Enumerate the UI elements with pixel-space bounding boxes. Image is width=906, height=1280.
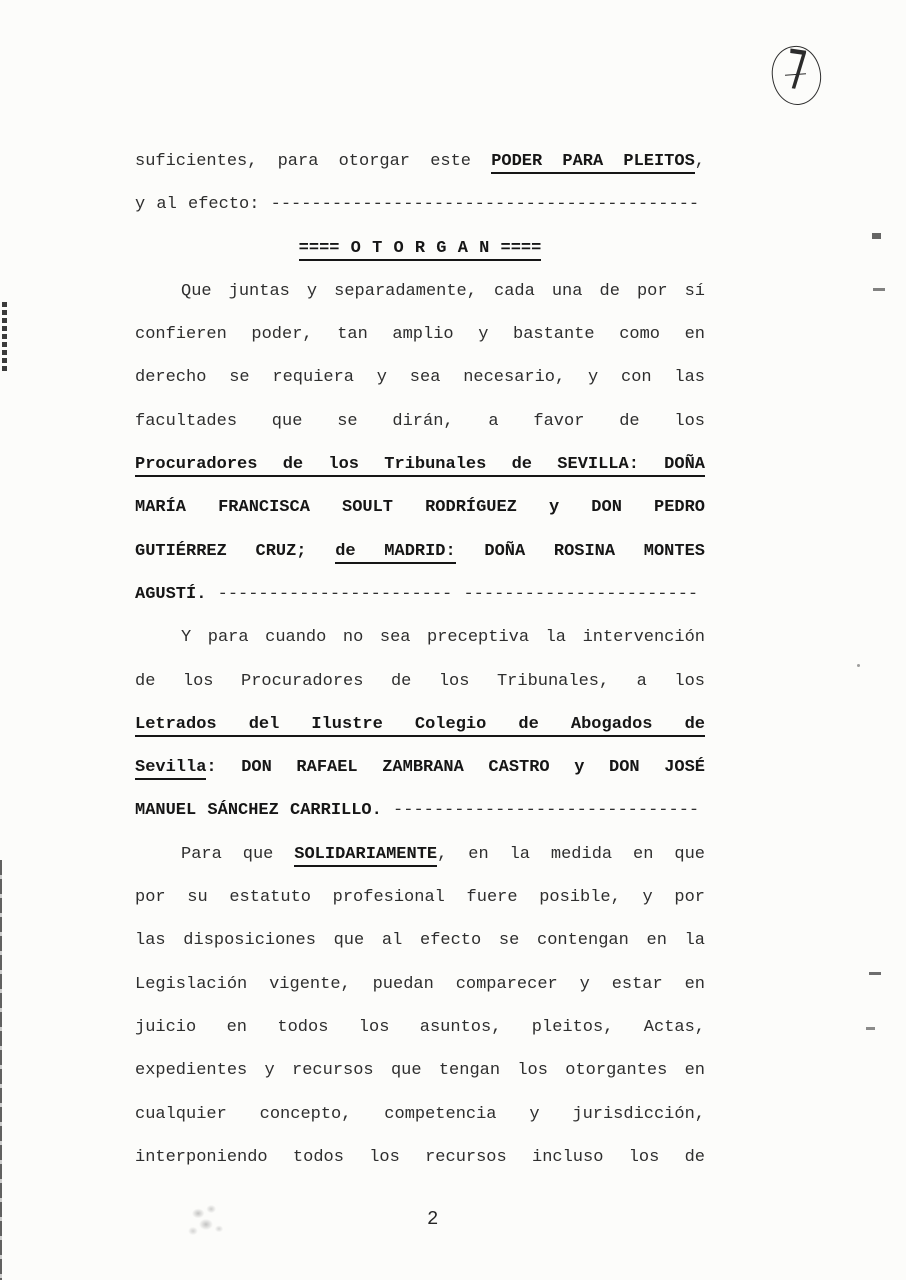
text-segment: interponiendo todos los recursos incluso los de bbox=[135, 1147, 705, 1167]
scan-speck bbox=[866, 1027, 875, 1030]
document-line bbox=[135, 140, 705, 183]
text-segment: las disposiciones que al efecto se contengan en la bbox=[135, 931, 705, 951]
document-line bbox=[135, 1006, 705, 1049]
text-segment: Sevilla bbox=[135, 758, 206, 780]
text-segment: ----------------------- ----------------------- bbox=[217, 584, 699, 604]
document-line bbox=[135, 1093, 705, 1136]
text-segment: AGUSTÍ. bbox=[135, 584, 218, 604]
scan-speck bbox=[873, 288, 885, 291]
text-segment: y al efecto: ------------------------------------------ bbox=[135, 195, 700, 215]
document-line bbox=[135, 1136, 705, 1179]
text-segment: : bbox=[206, 758, 242, 778]
text-segment: cualquier concepto, competencia y jurisdicción, bbox=[135, 1104, 705, 1124]
text-segment: de MADRID: bbox=[335, 542, 456, 564]
scan-artifact-left-dashes bbox=[2, 302, 7, 372]
text-segment: MARÍA FRANCISCA SOULT RODRÍGUEZ y DON PEDRO bbox=[135, 498, 705, 518]
scan-artifact-left-edge-line bbox=[0, 860, 2, 1280]
text-segment: facultades que se dirán, a favor de los bbox=[135, 411, 705, 431]
text-segment: PODER PARA PLEITOS bbox=[491, 152, 695, 174]
page-number: 2 bbox=[427, 1208, 439, 1230]
text-segment: Y para cuando no sea preceptiva la intervención bbox=[181, 628, 705, 648]
document-line bbox=[135, 876, 705, 919]
document-line bbox=[135, 833, 705, 876]
document-line bbox=[135, 183, 705, 226]
handwritten-seven: 7 bbox=[784, 37, 810, 104]
text-segment: GUTIÉRREZ CRUZ; bbox=[135, 541, 336, 561]
ink-smudge bbox=[180, 1198, 232, 1242]
document-line bbox=[135, 963, 705, 1006]
text-segment: DON RAFAEL ZAMBRANA CASTRO y DON JOSÉ bbox=[241, 758, 705, 778]
text-segment: Procuradores de los Tribunales de SEVILLA: DOÑA bbox=[135, 455, 705, 477]
document-line bbox=[135, 356, 705, 399]
text-segment: DOÑA ROSINA MONTES bbox=[455, 541, 705, 561]
text-segment: suficientes, para otorgar este bbox=[135, 152, 492, 171]
text-segment: Que juntas y separadamente, cada una de por sí bbox=[181, 281, 705, 301]
text-segment: SOLIDARIAMENTE bbox=[294, 845, 437, 867]
document-line bbox=[135, 530, 705, 573]
text-segment: juicio en todos los asuntos, pleitos, Actas, bbox=[135, 1017, 705, 1037]
document-line bbox=[135, 400, 705, 443]
document-line bbox=[135, 313, 705, 356]
document-line bbox=[135, 573, 705, 616]
document-line bbox=[135, 789, 705, 832]
text-segment: derecho se requiera y sea necesario, y con las bbox=[135, 368, 705, 388]
document-line bbox=[135, 443, 705, 486]
text-segment: , en la medida en que bbox=[437, 844, 705, 864]
text-segment: Legislación vigente, puedan comparecer y estar en bbox=[135, 974, 705, 994]
text-segment: MANUEL SÁNCHEZ CARRILLO. bbox=[135, 801, 394, 821]
text-segment: confieren poder, tan amplio y bastante como en bbox=[135, 325, 705, 345]
document-line bbox=[135, 486, 705, 529]
text-segment: de los Procuradores de los Tribunales, a los bbox=[135, 671, 705, 691]
scan-speck bbox=[857, 664, 860, 667]
text-segment: expedientes y recursos que tengan los otorgantes en bbox=[135, 1061, 705, 1081]
document-text bbox=[135, 140, 705, 1179]
document-line bbox=[135, 270, 705, 313]
text-segment: por su estatuto profesional fuere posible, y por bbox=[135, 888, 705, 908]
document-line bbox=[135, 660, 705, 703]
text-segment: Letrados del Ilustre Colegio de Abogados de bbox=[135, 715, 705, 737]
document-line bbox=[135, 703, 705, 746]
text-segment: ------------------------------ bbox=[393, 801, 700, 821]
scan-speck bbox=[872, 233, 881, 239]
document-line bbox=[135, 746, 705, 789]
scan-speck bbox=[869, 972, 881, 975]
heading-otorgan bbox=[135, 227, 705, 270]
document-line bbox=[135, 616, 705, 659]
text-segment: ==== O T O R G A N ==== bbox=[299, 239, 542, 261]
text-segment: Para que bbox=[181, 844, 295, 864]
document-line bbox=[135, 1049, 705, 1092]
text-segment: , bbox=[694, 152, 705, 171]
document-line bbox=[135, 919, 705, 962]
